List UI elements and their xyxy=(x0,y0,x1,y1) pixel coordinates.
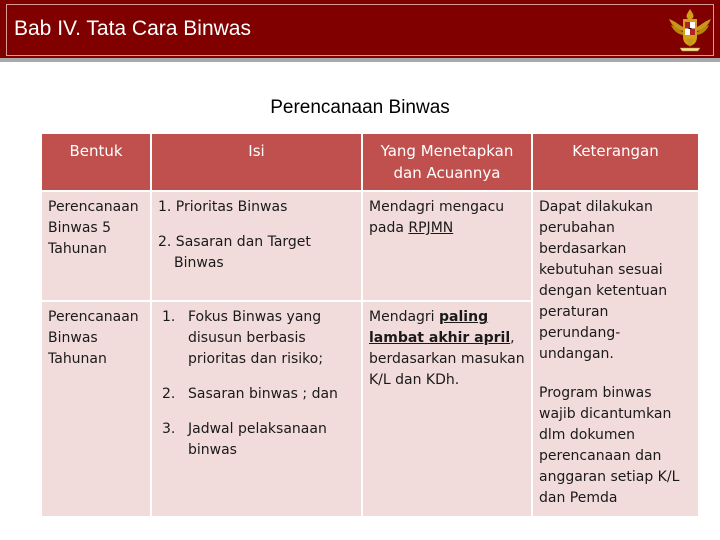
list-item xyxy=(158,307,355,370)
penetap-text: Mendagri xyxy=(369,309,435,325)
isi-item-2: 2. Sasaran dan Target xyxy=(158,234,311,250)
cell-bentuk-tahunan: Perencanaan Binwas Tahunan xyxy=(42,302,150,516)
column-header-penetap: Yang Menetapkan dan Acuannya xyxy=(363,134,531,190)
isi-item-1: 1. Prioritas Binwas xyxy=(158,199,288,215)
list-item-number: 1. xyxy=(162,309,176,325)
cell-isi-tahunan xyxy=(152,302,361,516)
cell-penetap-tahunan xyxy=(363,302,531,516)
cell-penetap-5-tahunan xyxy=(363,192,531,300)
keterangan-note-1: Dapat dilakukan perubahan berdasarkan kebutuhan sesuai dengan ketentuan peraturan perundang-undangan. xyxy=(539,199,668,362)
table-header-row xyxy=(42,134,698,190)
page-subtitle: Perencanaan Binwas xyxy=(270,97,450,118)
column-header-bentuk: Bentuk xyxy=(42,134,150,190)
penetap-deadline: paling lambat akhir april xyxy=(369,309,511,346)
garuda-emblem-icon xyxy=(667,5,713,53)
list-item xyxy=(158,419,355,461)
list-item-text: Jadwal pelaksanaan binwas xyxy=(188,421,327,458)
column-header-isi: Isi xyxy=(152,134,361,190)
list-item-text: Sasaran binwas ; dan xyxy=(188,386,338,402)
cell-bentuk-5-tahunan: Perencanaan Binwas 5 Tahunan xyxy=(42,192,150,300)
penetap-source: , berdasarkan masukan K/L dan KDh. xyxy=(369,330,525,388)
column-header-keterangan: Keterangan xyxy=(533,134,698,190)
keterangan-note-2: Program binwas wajib dicantumkan dlm dokumen perencanaan dan anggaran setiap K/L dan Pemda xyxy=(539,385,680,506)
cell-isi-5-tahunan xyxy=(152,192,361,300)
slide-title: Bab IV. Tata Cara Binwas xyxy=(14,17,251,40)
isi-item-2-cont: Binwas xyxy=(174,255,224,271)
title-bar xyxy=(0,0,720,62)
list-item-number: 2. xyxy=(162,386,176,402)
penetap-reference: RPJMN xyxy=(408,220,454,236)
list-item xyxy=(158,384,355,405)
list-item-number: 3. xyxy=(162,421,176,437)
list-item-text: Fokus Binwas yang disusun berbasis prioritas dan risiko; xyxy=(188,309,324,367)
binwas-planning-table xyxy=(40,132,700,518)
penetap-text: Mendagri mengacu pada xyxy=(369,199,505,236)
cell-keterangan xyxy=(533,192,698,516)
table-row xyxy=(42,192,698,300)
